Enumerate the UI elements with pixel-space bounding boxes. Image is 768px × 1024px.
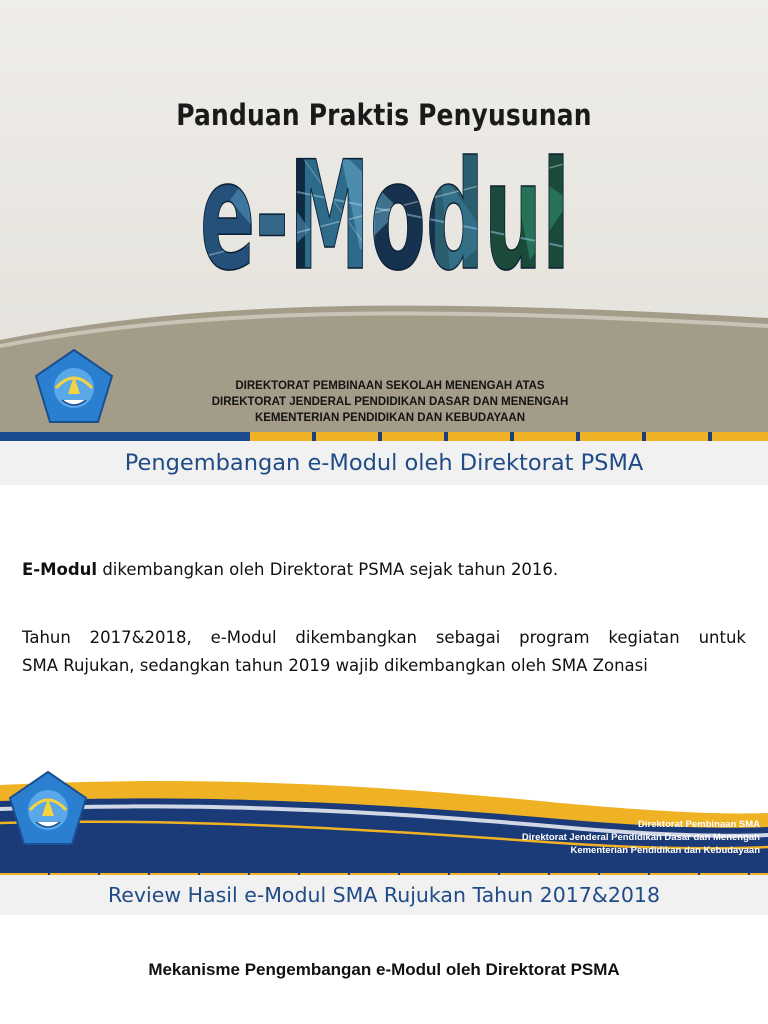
cover-organization bbox=[160, 378, 620, 426]
section-heading bbox=[0, 441, 768, 485]
paragraph-2 bbox=[22, 624, 746, 680]
org-line: DIREKTORAT JENDERAL PENDIDIKAN DASAR DAN MENENGAH bbox=[211, 396, 569, 408]
emphasis: E-Modul bbox=[22, 560, 98, 579]
section-heading-text: Review Hasil e-Modul SMA Rujukan Tahun 2017&2018 bbox=[107, 883, 661, 907]
paragraph-line: Tahun 2017&2018, e-Modul dikembangkan sebagai program kegiatan untuk bbox=[22, 628, 746, 647]
tut-wuri-handayani-logo bbox=[8, 770, 88, 846]
org-line: Kementerian Pendidikan dan Kebudayaan bbox=[570, 845, 760, 856]
paragraph-line: SMA Rujukan, sedangkan tahun 2019 wajib dikembangkan oleh SMA Zonasi bbox=[22, 656, 648, 675]
org-line: KEMENTERIAN PENDIDIKAN DAN KEBUDAYAAN bbox=[254, 412, 526, 424]
org-line: Direktorat Pembinaan SMA bbox=[638, 819, 760, 830]
cover-subtitle: Panduan Praktis Penyusunan bbox=[176, 98, 592, 132]
org-line: Direktorat Jenderal Pendidikan Dasar dan Menengah bbox=[521, 832, 760, 843]
cover-title bbox=[190, 140, 580, 280]
svg-text:e-Modul: e-Modul bbox=[200, 140, 570, 280]
tut-wuri-handayani-logo bbox=[34, 348, 114, 424]
divider-stripe bbox=[0, 432, 768, 441]
section-heading bbox=[0, 875, 768, 915]
banner-organization bbox=[470, 818, 760, 857]
section-heading-text: Pengembangan e-Modul oleh Direktorat PSMA bbox=[124, 450, 644, 476]
cover-slide bbox=[0, 0, 768, 432]
org-line: DIREKTORAT PEMBINAAN SEKOLAH MENENGAH ATAS bbox=[235, 380, 545, 392]
paragraph-1 bbox=[22, 560, 750, 579]
paragraph-3: Mekanisme Pengembangan e-Modul oleh Direktorat PSMA bbox=[148, 960, 620, 979]
paragraph-text: dikembangkan oleh Direktorat PSMA sejak tahun 2016. bbox=[97, 560, 559, 579]
